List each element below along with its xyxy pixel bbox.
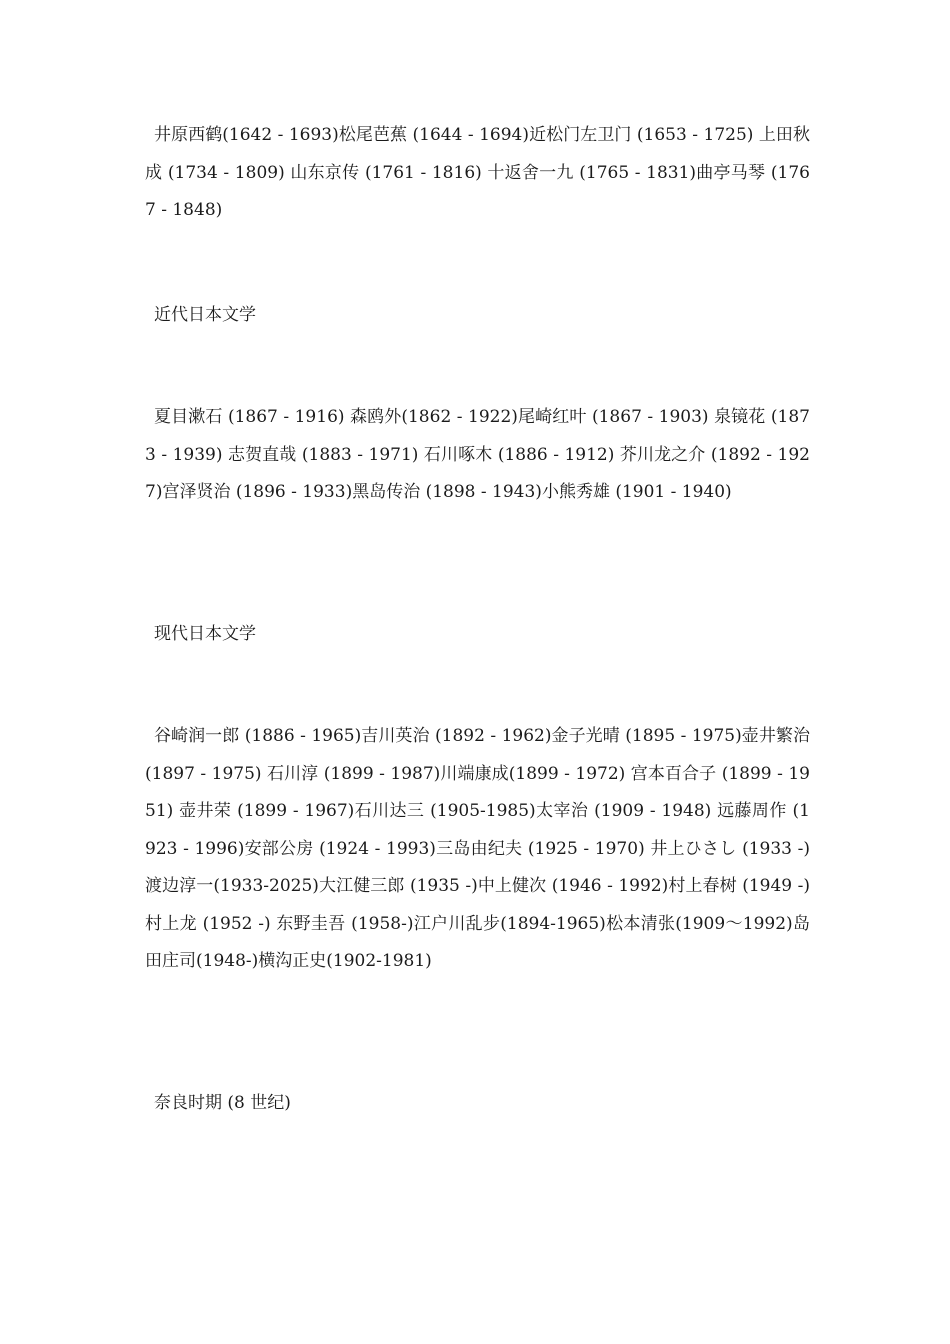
section-heading-nara: 奈良时期 (8 世纪) (154, 1093, 291, 1113)
author-list-contemporary: 谷崎润一郎 (1886 - 1965)吉川英治 (1892 - 1962)金子光晴 (1895 - 1975)壶井繁治(1897 - 1975) 石川淳 (1899 - 1987)川端康成(1899 - 1972) 宫本百合子 (1899 - 1951) 壶井荣 (1899 - 1967)石川达三 (1905-1985)太宰治 (1909 - 1948) 远藤周作 (1923 - 1996)安部公房 (1924 - 1993)三岛由纪夫 (1925 - 1970) 井上ひさし (1933 -)渡边淳一(1933-2025)大江健三郎 (1935 -)中上健次 (1946 - 1992)村上春树 (1949 -)村上龙 (1952 -) 东野圭吾 (1958-)江户川乱步(1894-1965)松本清张(1909～1992)岛田庄司(1948-)横沟正史(1902-1981) (145, 726, 810, 971)
section-heading-modern: 近代日本文学 (154, 305, 256, 325)
author-list-edo: 井原西鹤(1642 - 1693)松尾芭蕉 (1644 - 1694)近松门左卫门 (1653 - 1725) 上田秋成 (1734 - 1809) 山东京传 (1761 - 1816) 十返舍一九 (1765 - 1831)曲亭马琴 (1767 - 1848) (145, 125, 810, 220)
author-list-modern: 夏目漱石 (1867 - 1916) 森鸥外(1862 - 1922)尾崎红叶 (1867 - 1903) 泉镜花 (1873 - 1939) 志贺直哉 (1883 - 1971) 石川啄木 (1886 - 1912) 芥川龙之介 (1892 - 1927)宫泽贤治 (1896 - 1933)黑岛传治 (1898 - 1943)小熊秀雄 (1901 - 1940) (145, 407, 810, 502)
section-heading-contemporary: 现代日本文学 (154, 624, 256, 644)
